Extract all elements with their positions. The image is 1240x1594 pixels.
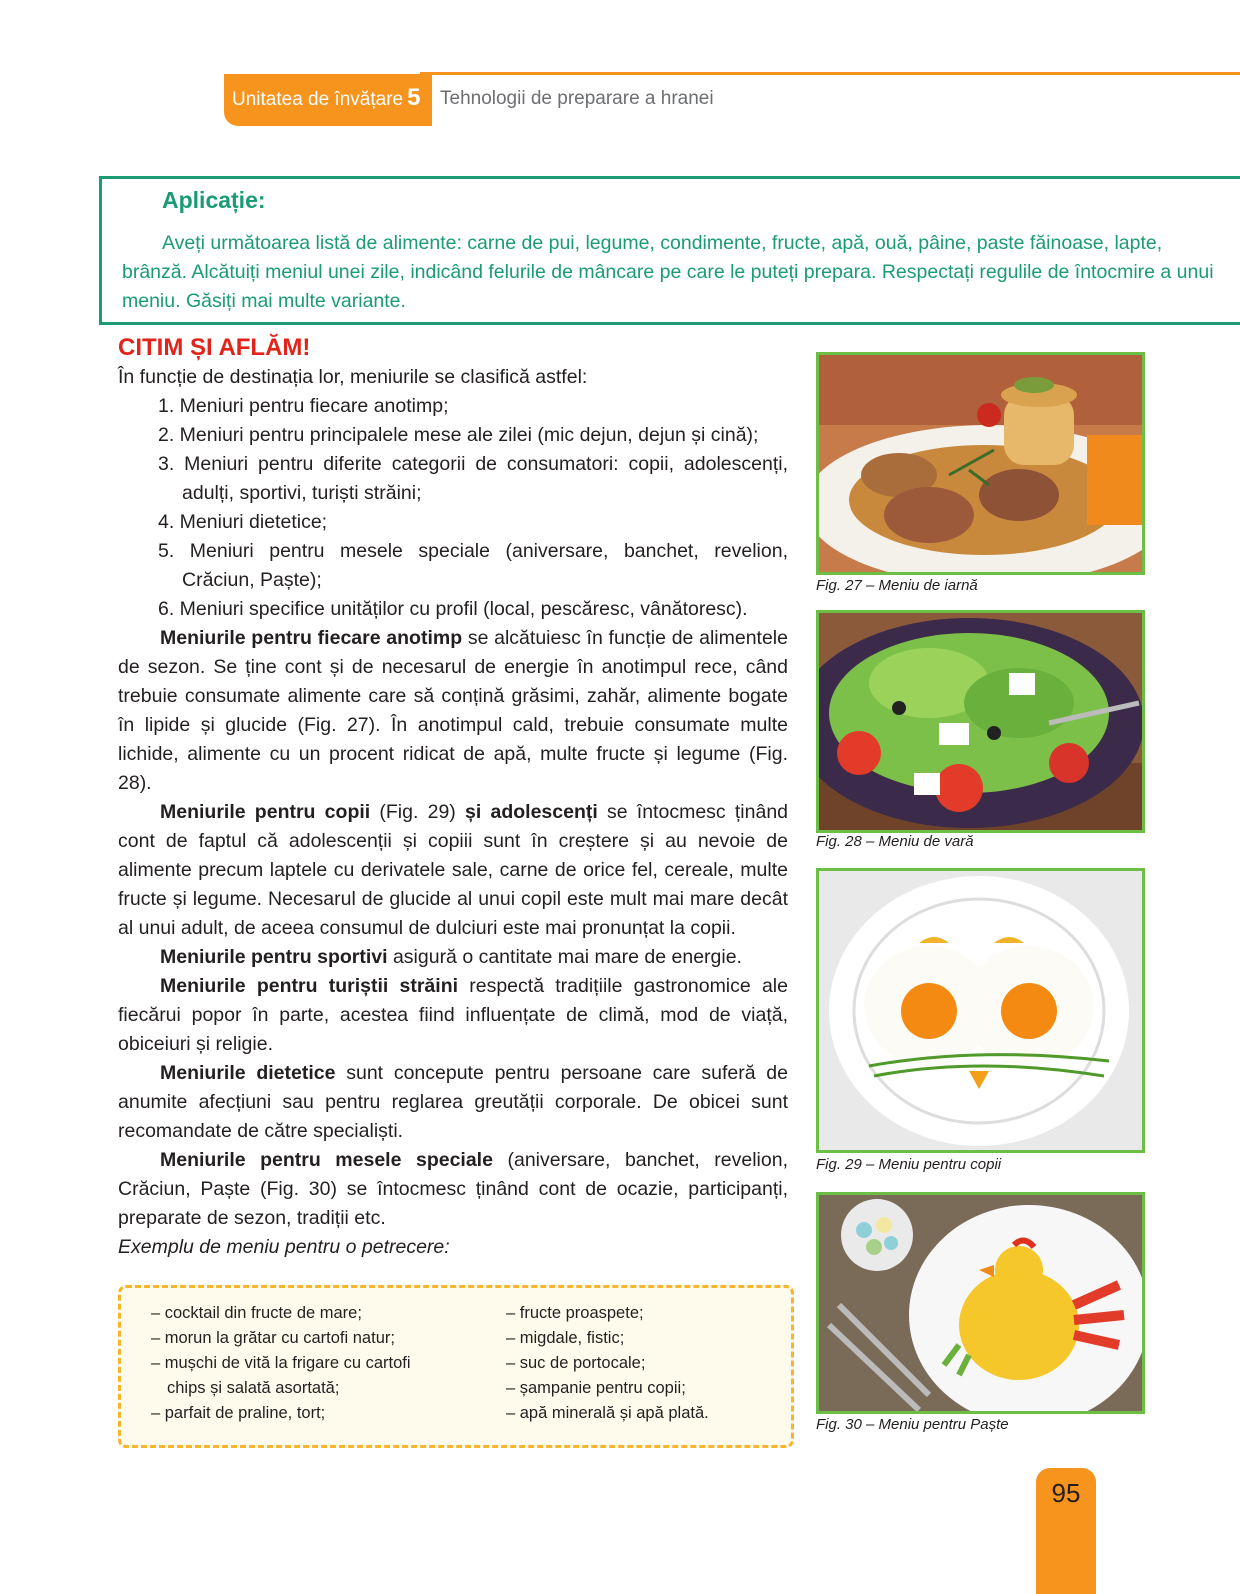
unit-title: Tehnologii de preparare a hranei [440,88,714,109]
section-title: CITIM ȘI AFLĂM! [118,334,311,361]
menu-item: – apă minerală și apă plată. [506,1404,709,1422]
application-title: Aplicație: [162,187,266,213]
paragraph-text: asigură o cantitate mai mare de energie. [387,946,742,968]
menu-types-list [118,392,788,624]
list-item: 1. Meniuri pentru fiecare anotimp; [158,395,449,417]
unit-tab [224,74,432,126]
list-item: 3. Meniuri pentru diferite categorii de consumatori: copii, adolescenți, adulți, sportivi, turiști străini; [158,453,788,504]
paragraph-text: se alcătuiesc în funcție de alimentele de sezon. Se ține cont și de necesarul de energie în anotimpul rece, când trebuie consumate alimente care să conțină grăsimi, zahăr, alimente bogate în lipide și glucide (Fig. 27). În anotimpul cald, trebuie consumate multe lichide, alimente cu un procent ridicat de apă, multe fructe și legume (Fig. 28). [118,627,788,794]
menu-item: – suc de portocale; [506,1354,646,1372]
menu-item: – mușchi de vită la frigare cu cartofi [151,1354,411,1372]
paragraph-text: se întocmesc ținând cont de faptul că adolescenții și copiii sunt în creștere și au nevoie de alimente precum laptele cu derivatele sale, carne de orice fel, cereale, multe fructe și legume. Necesarul de glucide al unui copil este mult mai mare decât al unui adult, de aceea consumul de dulciuri este mai pronunțat la copii. [118,801,789,939]
salad-illustration [819,613,1142,830]
paragraph-text: (aniversare, banchet, revelion, Crăciun, Paște (Fig. 30) se întocmesc ținând cont de ocazie, participanți, preparate de sezon, tradiții etc. [118,1149,788,1229]
example-menu-left [151,1301,411,1426]
eggs-illustration [819,871,1142,1150]
paragraph-tourists [118,972,788,1059]
figure-30-easter-menu [816,1192,1145,1414]
list-item: 2. Meniuri pentru principalele mese ale zilei (mic dejun, dejun și cină); [158,424,759,446]
list-item: 4. Meniuri dietetice; [158,511,328,533]
bold-term: și adolescenți [465,801,598,823]
application-text: Aveți următoarea listă de alimente: carne de pui, legume, condimente, fructe, apă, ouă, pâine, paste făinoase, lapte, brânză. Alcătuiți meniul unei zile, indicând felurile de mâncare pe care le puteți prepara. Respectați regulile de întocmire a unui meniu. Găsiți mai multe variante. [122,232,1214,312]
section-intro: În funcție de destinația lor, meniurile se clasifică astfel: [118,366,588,388]
bold-term: Meniurile pentru copii [160,801,371,823]
header-rule [420,72,1240,75]
menu-item: – parfait de praline, tort; [151,1404,326,1422]
unit-label: Unitatea de învățare [232,89,404,110]
meat-dish-illustration [819,355,1142,572]
figure-27-winter-menu [816,352,1145,575]
figure-28-summer-menu [816,610,1145,833]
paragraph-special [118,1146,788,1233]
figure-29-caption: Fig. 29 – Meniu pentru copii [816,1156,1002,1173]
bold-term: Meniurile pentru sportivi [160,946,388,968]
figure-29-children-menu [816,868,1145,1153]
easter-plate-illustration [819,1195,1142,1411]
menu-item: chips și salată asortată; [167,1379,340,1397]
page-number: 95 [1036,1468,1096,1594]
menu-item: – morun la grătar cu cartofi natur; [151,1329,395,1347]
example-menu-box [118,1285,794,1448]
paragraph-children [118,798,788,943]
paragraph-text: respectă tradițiile gastronomice ale fiecărui popor în parte, acestea fiind influențate de climă, mod de viață, obiceiuri și religie. [118,975,788,1055]
paragraph-dietetic [118,1059,788,1146]
bold-term: Meniurile pentru turiștii străini [160,975,459,997]
menu-item: – migdale, fistic; [506,1329,625,1347]
menu-item: – cocktail din fructe de mare; [151,1304,362,1322]
example-menu-right [506,1301,709,1426]
figure-27-caption: Fig. 27 – Meniu de iarnă [816,577,978,594]
main-text [118,333,788,1262]
application-box [99,176,1240,325]
menu-item: – fructe proaspete; [506,1304,644,1322]
figure-28-caption: Fig. 28 – Meniu de vară [816,833,974,850]
unit-number: 5 [407,84,421,111]
bold-term: Meniurile dietetice [160,1062,336,1084]
paragraph-text: (Fig. 29) [370,801,466,823]
figure-30-caption: Fig. 30 – Meniu pentru Paște [816,1416,1009,1433]
example-title: Exemplu de meniu pentru o petrecere: [118,1236,450,1258]
list-item: 6. Meniuri specifice unităților cu profil (local, pescăresc, vânătoresc). [158,598,748,620]
paragraph-text: sunt concepute pentru persoane care suferă de anumite afecțiuni sau pentru reglarea greutății corporale. De obicei sunt recomandate de către specialiști. [118,1062,788,1142]
paragraph-seasons [118,624,788,798]
bold-term: Meniurile pentru fiecare anotimp [160,627,463,649]
list-item: 5. Meniuri pentru mesele speciale (aniversare, banchet, revelion, Crăciun, Paște); [158,540,788,591]
paragraph-sportsmen [118,943,788,972]
bold-term: Meniurile pentru mesele speciale [160,1149,493,1171]
menu-item: – șampanie pentru copii; [506,1379,686,1397]
